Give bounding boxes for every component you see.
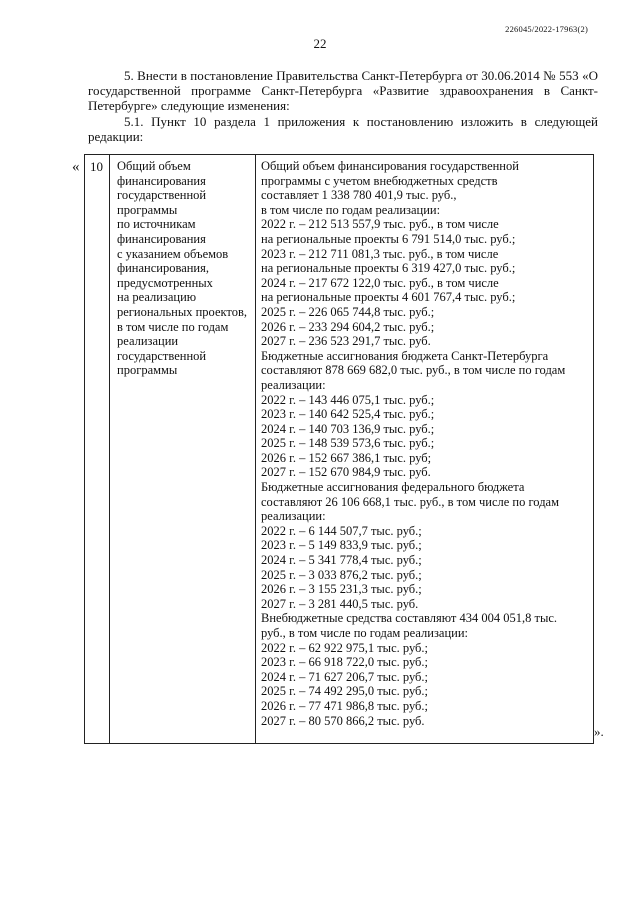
document-id: 226045/2022-17963(2) — [505, 24, 588, 34]
content-line: 2022 г. – 212 513 557,9 тыс. руб., в том числе — [261, 217, 499, 232]
content-line: в том числе по годам реализации: — [261, 202, 441, 217]
content-line: руб., в том числе по годам реализации: — [261, 626, 468, 640]
label-line: региональных проектов, — [117, 304, 247, 319]
content-line: Внебюджетные средства составляют 434 004 051,8 тыс. — [261, 611, 558, 626]
content-line: 2027 г. – 80 570 866,2 тыс. руб. — [261, 713, 425, 728]
label-line: финансирования, — [117, 261, 209, 276]
content-line: 2022 г. – 6 144 507,7 тыс. руб.; — [261, 523, 422, 538]
content-line: 2027 г. – 3 281 440,5 тыс. руб. — [261, 596, 419, 611]
label-line: реализации — [117, 334, 179, 349]
column-divider — [109, 155, 110, 743]
content-line: программы с учетом внебюджетных средств — [261, 173, 498, 188]
content-line: 2024 г. – 217 672 122,0 тыс. руб., в том числе — [261, 275, 499, 290]
content-line: составляют 26 106 668,1 тыс. руб., в том числе по годам — [261, 494, 560, 509]
label-line: Общий объем — [117, 159, 191, 173]
content-line: на региональные проекты 6 319 427,0 тыс. руб.; — [261, 261, 516, 276]
content-line: 2025 г. – 74 492 295,0 тыс. руб.; — [261, 684, 429, 699]
content-line: 2026 г. – 152 667 386,1 тыс. руб; — [261, 450, 432, 465]
label-line: по источникам — [117, 217, 196, 232]
paragraph-5 — [88, 68, 598, 113]
label-line: предусмотренных — [117, 275, 213, 290]
content-line: 2023 г. – 66 918 722,0 тыс. руб.; — [261, 655, 429, 670]
content-line: 2024 г. – 5 341 778,4 тыс. руб.; — [261, 553, 422, 568]
label-line: на реализацию — [117, 290, 197, 305]
content-line: 2022 г. – 143 446 075,1 тыс. руб.; — [261, 392, 435, 407]
content-line: 2023 г. – 5 149 833,9 тыс. руб.; — [261, 538, 422, 553]
content-line: составляют 878 669 682,0 тыс. руб., в том числе по годам — [261, 363, 566, 378]
page-number: 22 — [313, 36, 327, 51]
content-line: 2023 г. – 140 642 525,4 тыс. руб.; — [261, 407, 435, 422]
content-line: 2023 г. – 212 711 081,3 тыс. руб., в том числе — [261, 246, 499, 261]
row-number: 10 — [90, 159, 103, 174]
content-line: Бюджетные ассигнования федерального бюджета — [261, 480, 525, 495]
row-content — [261, 159, 591, 728]
financing-table — [84, 154, 594, 744]
content-line: 2026 г. – 3 155 231,3 тыс. руб.; — [261, 582, 422, 597]
content-line: 2025 г. – 3 033 876,2 тыс. руб.; — [261, 567, 422, 582]
label-line: государственной — [117, 188, 207, 203]
row-label — [117, 159, 257, 378]
content-line: 2027 г. – 152 670 984,9 тыс. руб. — [261, 465, 431, 480]
label-line: программы — [117, 363, 178, 378]
label-line: государственной — [117, 348, 207, 363]
content-line: 2022 г. – 62 922 975,1 тыс. руб.; — [261, 640, 429, 655]
content-line: реализации: — [261, 377, 326, 392]
content-line: составляет 1 338 780 401,9 тыс. руб., — [261, 188, 457, 203]
content-line: 2026 г. – 233 294 604,2 тыс. руб.; — [261, 319, 435, 334]
label-line: программы — [117, 202, 178, 217]
opening-quote: « — [72, 159, 80, 175]
label-line: финансирования — [117, 173, 206, 188]
content-line: Общий объем финансирования государственной — [261, 159, 519, 173]
paragraph-5-text: 5. Внести в постановление Правительства Санкт-Петербурга от 30.06.2014 № 553 «О государственной программе Санкт-Петербурга «Развитие здравоохранения в Санкт-Петербурге» следующие изменения: — [88, 68, 598, 113]
label-line: финансирования — [117, 231, 206, 246]
paragraph-5-1-text: 5.1. Пункт 10 раздела 1 приложения к постановлению изложить в следующей редакции: — [88, 114, 598, 144]
closing-quote: ». — [594, 724, 604, 739]
content-line: 2024 г. – 71 627 206,7 тыс. руб.; — [261, 669, 429, 684]
paragraph-5-1 — [88, 114, 598, 144]
label-line: в том числе по годам — [117, 319, 229, 334]
content-line: на региональные проекты 6 791 514,0 тыс. руб.; — [261, 231, 516, 246]
content-line: 2025 г. – 226 065 744,8 тыс. руб.; — [261, 304, 435, 319]
label-line: с указанием объемов — [117, 246, 229, 261]
content-line: 2026 г. – 77 471 986,8 тыс. руб.; — [261, 698, 429, 713]
content-line: 2024 г. – 140 703 136,9 тыс. руб.; — [261, 421, 435, 436]
content-line: реализации: — [261, 509, 326, 524]
content-line: 2025 г. – 148 539 573,6 тыс. руб.; — [261, 436, 435, 451]
content-line: на региональные проекты 4 601 767,4 тыс. руб.; — [261, 290, 516, 305]
content-line: 2027 г. – 236 523 291,7 тыс. руб. — [261, 334, 431, 349]
content-line: Бюджетные ассигнования бюджета Санкт-Петербурга — [261, 348, 549, 363]
